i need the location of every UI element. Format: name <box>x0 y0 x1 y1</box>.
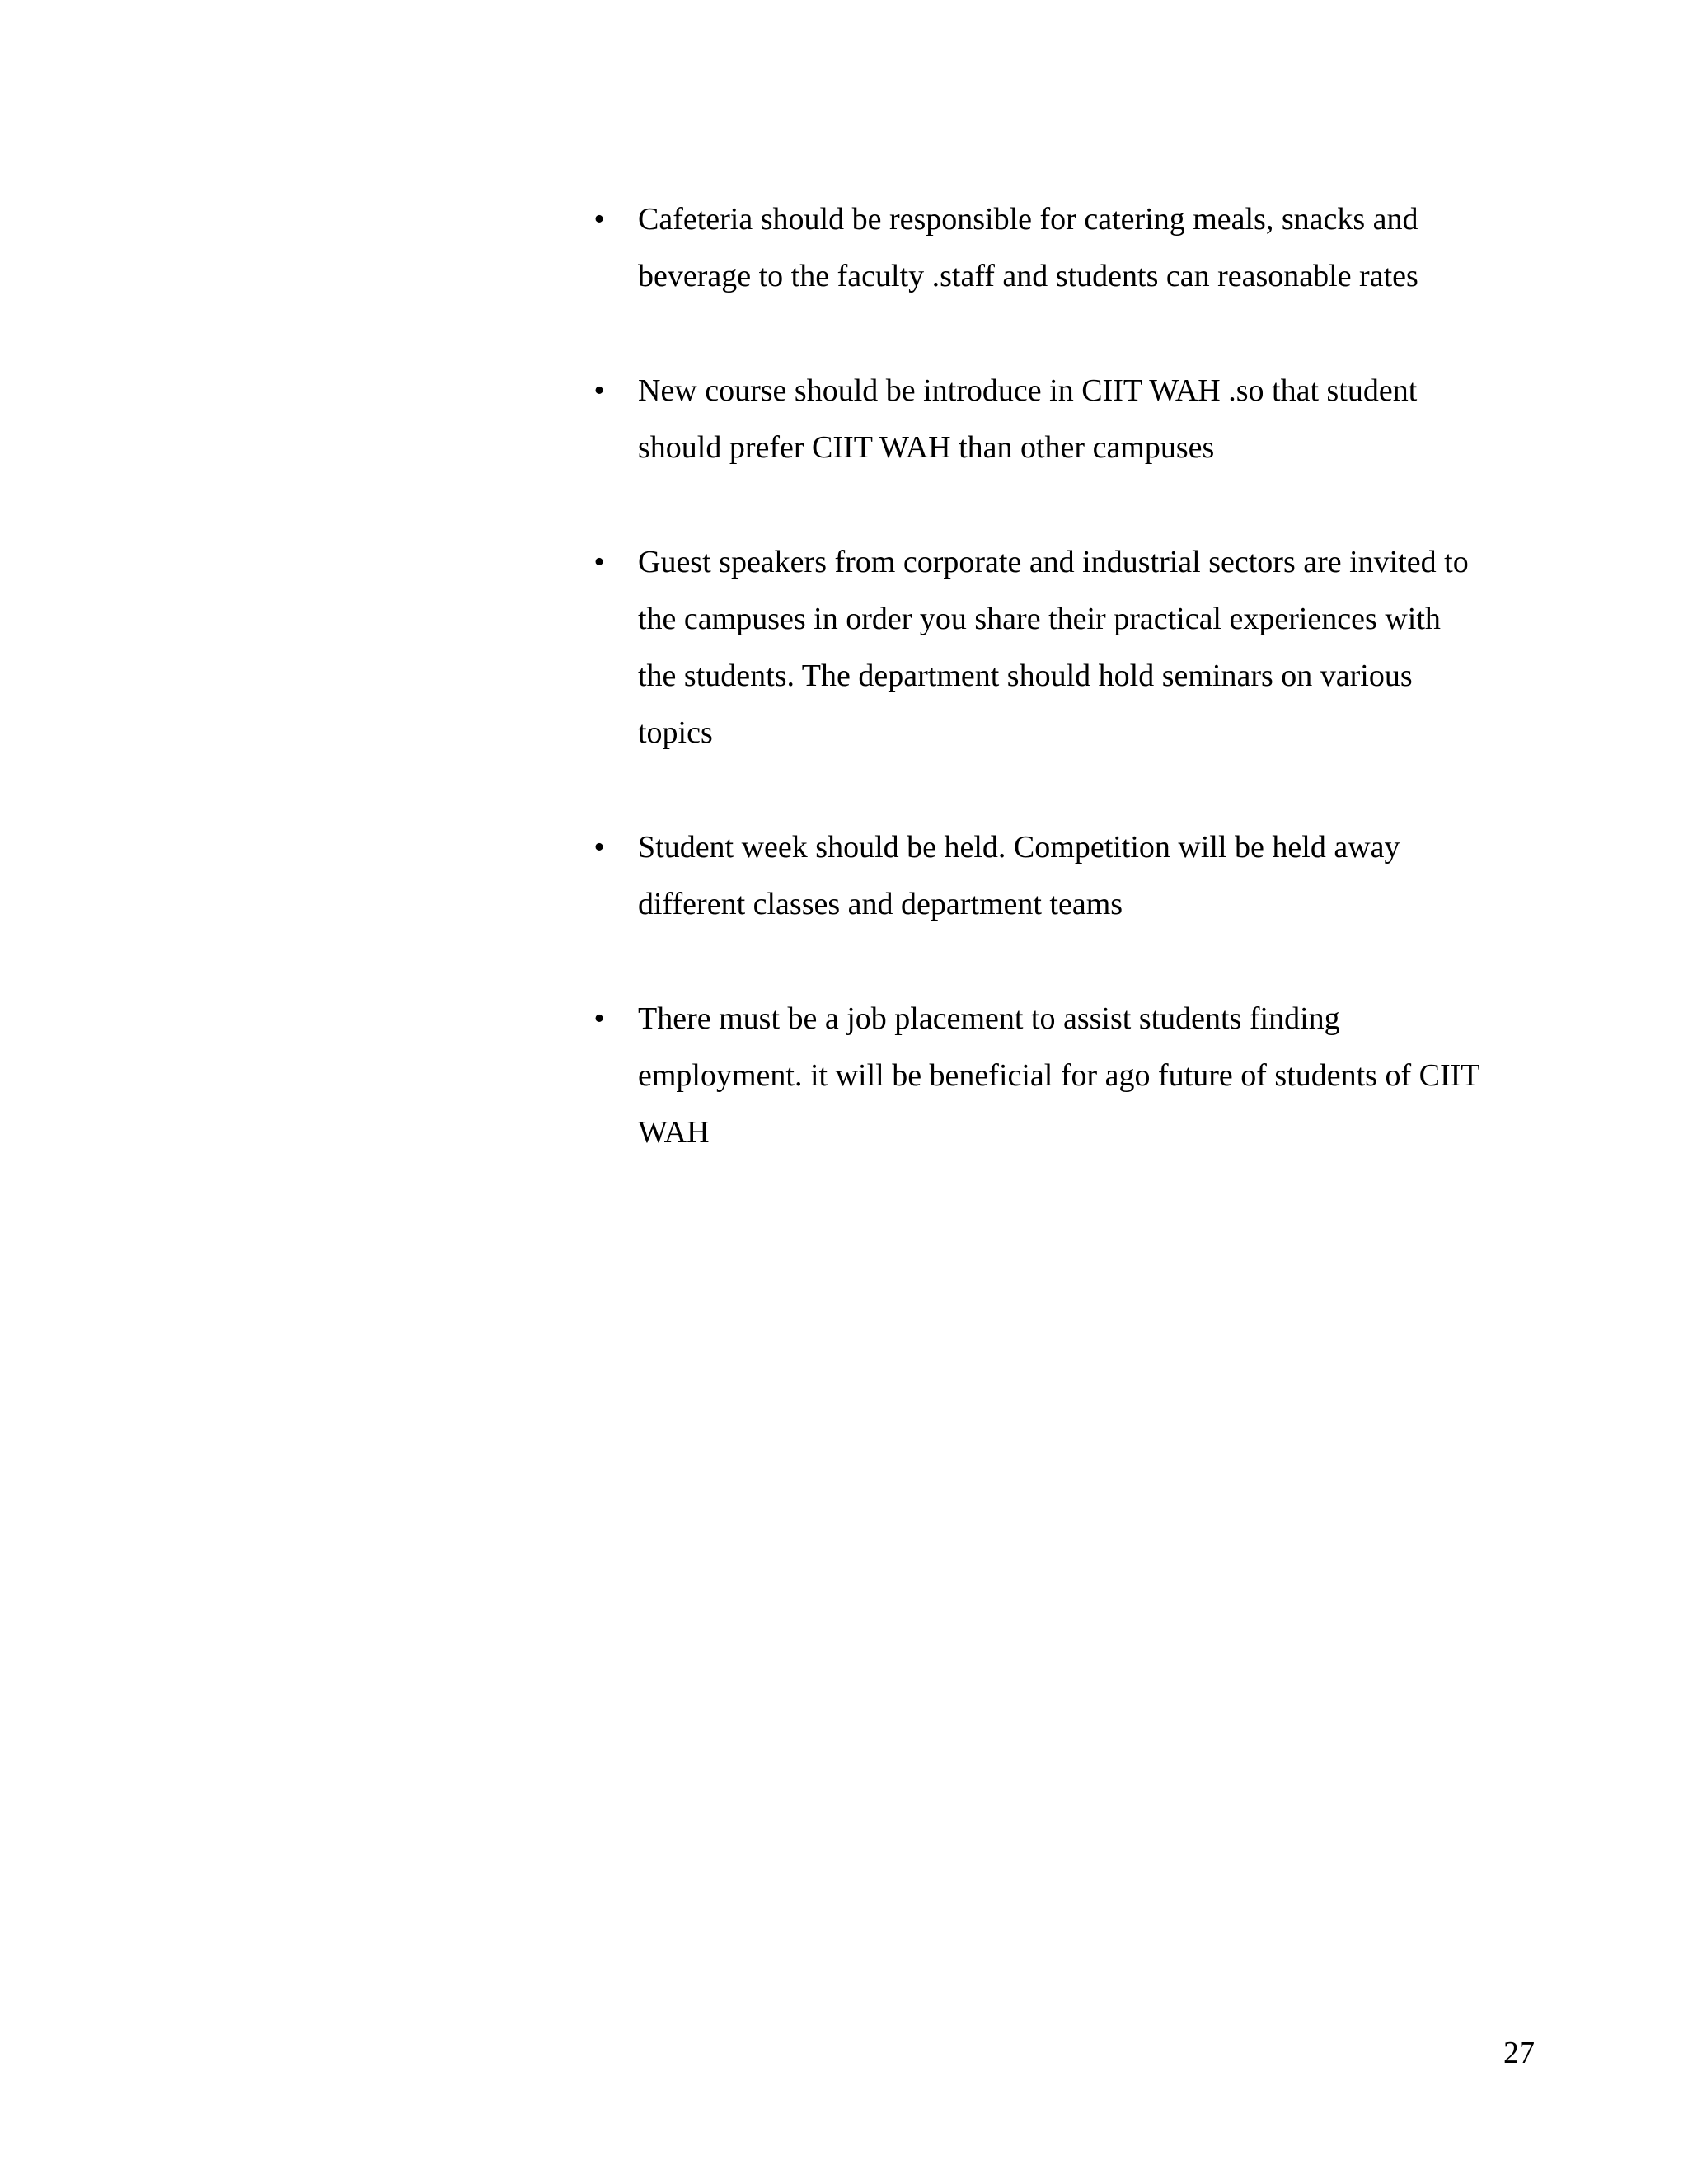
bullet-icon: • <box>593 202 605 237</box>
list-item-text: Guest speakers from corporate and industrial sectors are invited to the campuses in order you share their practical experiences with the students. The department should hold seminars on various topics <box>638 545 1469 750</box>
list-item-text: New course should be introduce in CIIT WAH .so that student should prefer CIIT WAH than other campuses <box>638 373 1418 465</box>
bullet-icon: • <box>593 1001 605 1036</box>
bullet-icon: • <box>593 545 605 579</box>
list-item <box>587 363 1535 476</box>
list-item-text: Cafeteria should be responsible for catering meals, snacks and beverage to the faculty .staff and students can reasonable rates <box>638 202 1418 293</box>
list-item <box>587 534 1535 762</box>
bullet-icon: • <box>593 830 605 865</box>
list-item <box>587 991 1535 1161</box>
bullet-icon: • <box>593 373 605 408</box>
list-item <box>587 819 1535 933</box>
page-number: 27 <box>1503 2036 1535 2070</box>
list-item-text: There must be a job placement to assist students finding employment. it will be beneficial for ago future of students of CIIT WAH <box>638 1001 1480 1150</box>
recommendations-list <box>587 191 1535 1219</box>
list-item <box>587 191 1535 305</box>
list-item-text: Student week should be held. Competition will be held away different classes and department teams <box>638 830 1400 921</box>
